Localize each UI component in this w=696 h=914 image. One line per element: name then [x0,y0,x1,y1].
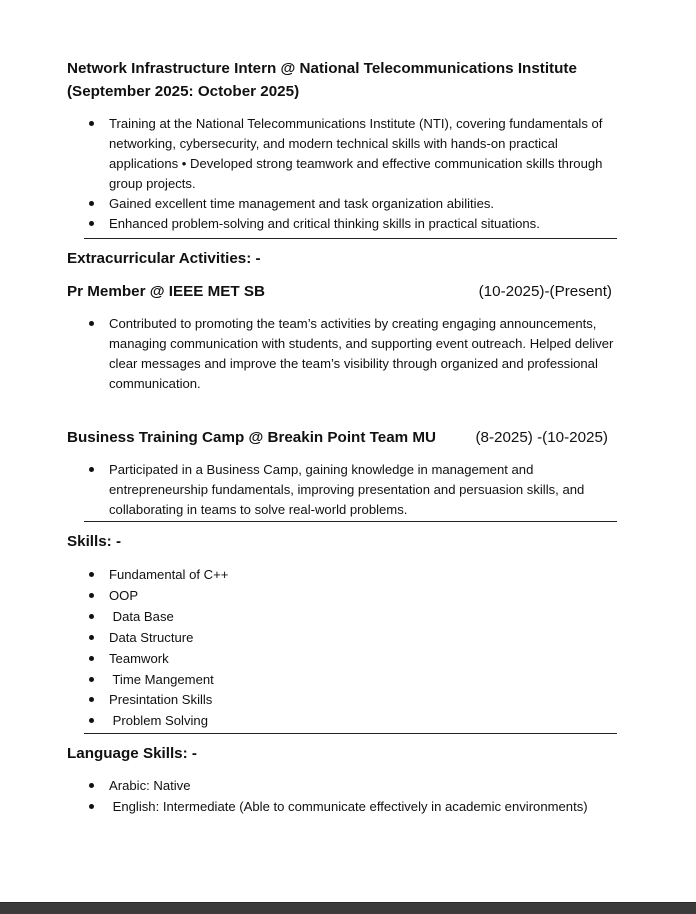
list-item: Arabic: Native [88,776,628,797]
internship-title: Network Infrastructure Intern @ National Telecommunications Institute [67,60,577,77]
list-item: Data Base [88,607,618,628]
extracurricular-heading: Extracurricular Activities: - [67,250,261,267]
list-item: Participated in a Business Camp, gaining knowledge in management and entrepreneurship fundamentals, improving presentation and persuasion skills, and collaborating in teams to solve real-world problems. [88,460,618,520]
ieee-role-title: Pr Member @ IEEE MET SB [67,283,265,300]
list-item: Contributed to promoting the team’s activities by creating engaging announcements, managing communication with students, and supporting event outreach. Helped deliver clear messages and improve the team’s visibility through organized and professional communication. [88,314,618,394]
internship-bullet-list [88,114,618,234]
skills-list [88,565,618,732]
section-divider [84,238,617,239]
list-item: Enhanced problem-solving and critical thinking skills in practical situations. [88,214,618,234]
language-heading: Language Skills: - [67,745,197,762]
list-item: Gained excellent time management and task organization abilities. [88,194,618,214]
section-divider [84,733,617,734]
list-item: Time Mangement [88,670,618,691]
list-item: Training at the National Telecommunications Institute (NTI), covering fundamentals of networking, cybersecurity, and modern technical skills with hands-on practical applications • Developed strong teamwork and effective communication skills through group projects. [88,114,618,194]
list-item: Teamwork [88,649,618,670]
internship-dates: (September 2025: October 2025) [67,83,300,100]
list-item: Fundamental of C++ [88,565,618,586]
camp-role-title: Business Training Camp @ Breakin Point Team MU [67,429,436,446]
list-item: English: Intermediate (Able to communicate effectively in academic environments) [88,797,628,818]
list-item: Problem Solving [88,711,618,732]
list-item: Data Structure [88,628,618,649]
section-divider [84,521,617,522]
ieee-role-dates: (10-2025)-(Present) [478,283,612,300]
list-item: OOP [88,586,618,607]
camp-role-dates: (8-2025) -(10-2025) [475,429,608,446]
list-item: Presintation Skills [88,690,618,711]
viewer-bottom-bar [0,902,696,914]
ieee-bullet-list [88,314,618,394]
camp-bullet-list [88,460,618,520]
language-list [88,776,628,818]
skills-heading: Skills: - [67,533,122,550]
